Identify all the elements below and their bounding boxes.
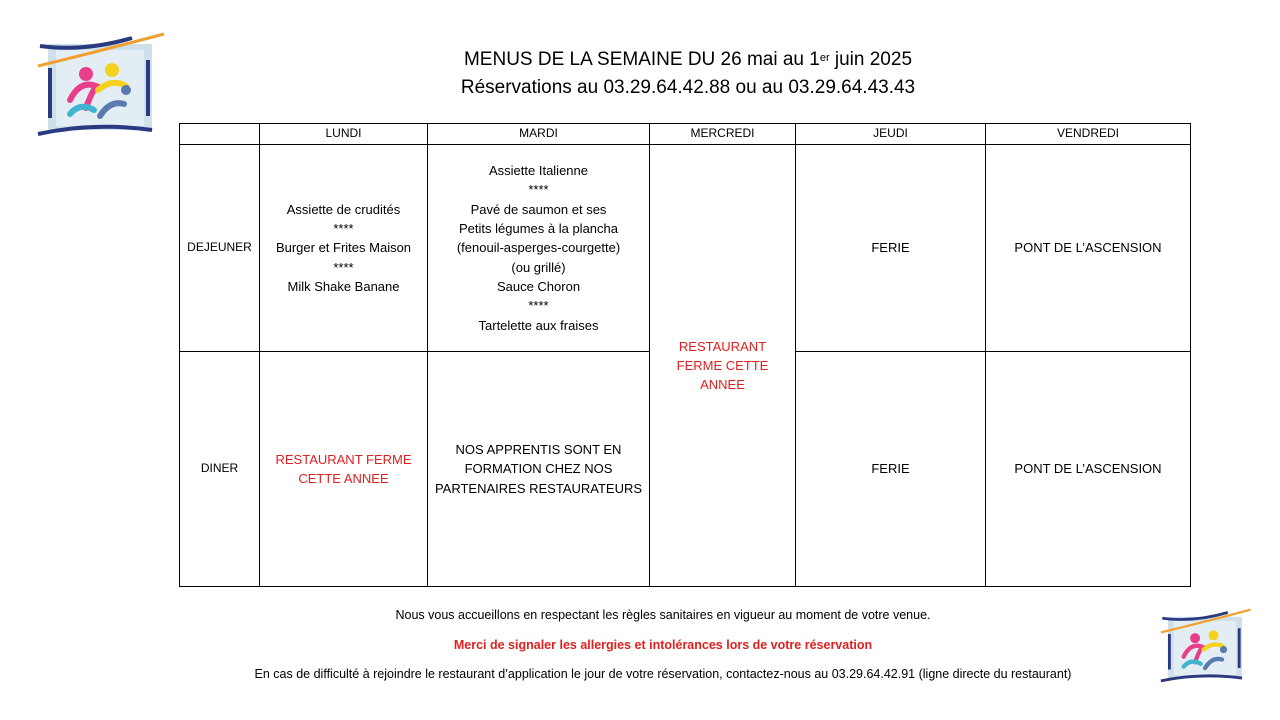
dejeuner-jeudi-menu: FERIE [796,145,986,352]
page-header [300,46,1076,102]
contact-notice: En cas de difficulté à rejoindre le restaurant d’application le jour de votre réservation, contactez-nous au 03.29.64.42.91 (ligne directe du restaurant) [254,667,1072,681]
table-header-row [180,124,1191,145]
sanitary-notice: Nous vous accueillons en respectant les règles sanitaires en vigueur au moment de votre venue. [395,608,931,622]
school-logo-icon [1158,604,1252,688]
row-label-diner: DINER [180,352,260,587]
diner-vendredi-menu: PONT DE L’ASCENSION [986,352,1191,587]
diner-jeudi-menu: FERIE [796,352,986,587]
school-logo-icon [34,30,166,140]
page-title: MENUS DE LA SEMAINE DU 26 mai au 1er juin 2025 [463,49,913,70]
day-header-lundi: LUNDI [260,124,428,145]
dejeuner-mardi-menu: Assiette Italienne **** Pavé de saumon et ses Petits légumes à la plancha (fenouil-asperges-courgette) (ou grillé) Sauce Choron **** Tartelette aux fraises [428,145,650,352]
dejeuner-vendredi-menu: PONT DE L’ASCENSION [986,145,1191,352]
day-header-jeudi: JEUDI [796,124,986,145]
allergy-notice: Merci de signaler les allergies et intolérances lors de votre réservation [453,638,873,652]
mercredi-closed-notice: RESTAURANT FERME CETTE ANNEE [650,145,796,587]
diner-lundi-menu: RESTAURANT FERME CETTE ANNEE [260,352,428,587]
corner-cell [180,124,260,145]
day-header-mardi: MARDI [428,124,650,145]
weekly-menu-table [179,123,1191,587]
row-label-dejeuner: DEJEUNER [180,145,260,352]
day-header-mercredi: MERCREDI [650,124,796,145]
dejeuner-lundi-menu: Assiette de crudités **** Burger et Frites Maison **** Milk Shake Banane [260,145,428,352]
reservation-phones: Réservations au 03.29.64.42.88 ou au 03.29.64.43.43 [460,77,916,98]
diner-mardi-menu: NOS APPRENTIS SONT EN FORMATION CHEZ NOS PARTENAIRES RESTAURATEURS [428,352,650,587]
table-row-dejeuner [180,145,1191,352]
day-header-vendredi: VENDREDI [986,124,1191,145]
